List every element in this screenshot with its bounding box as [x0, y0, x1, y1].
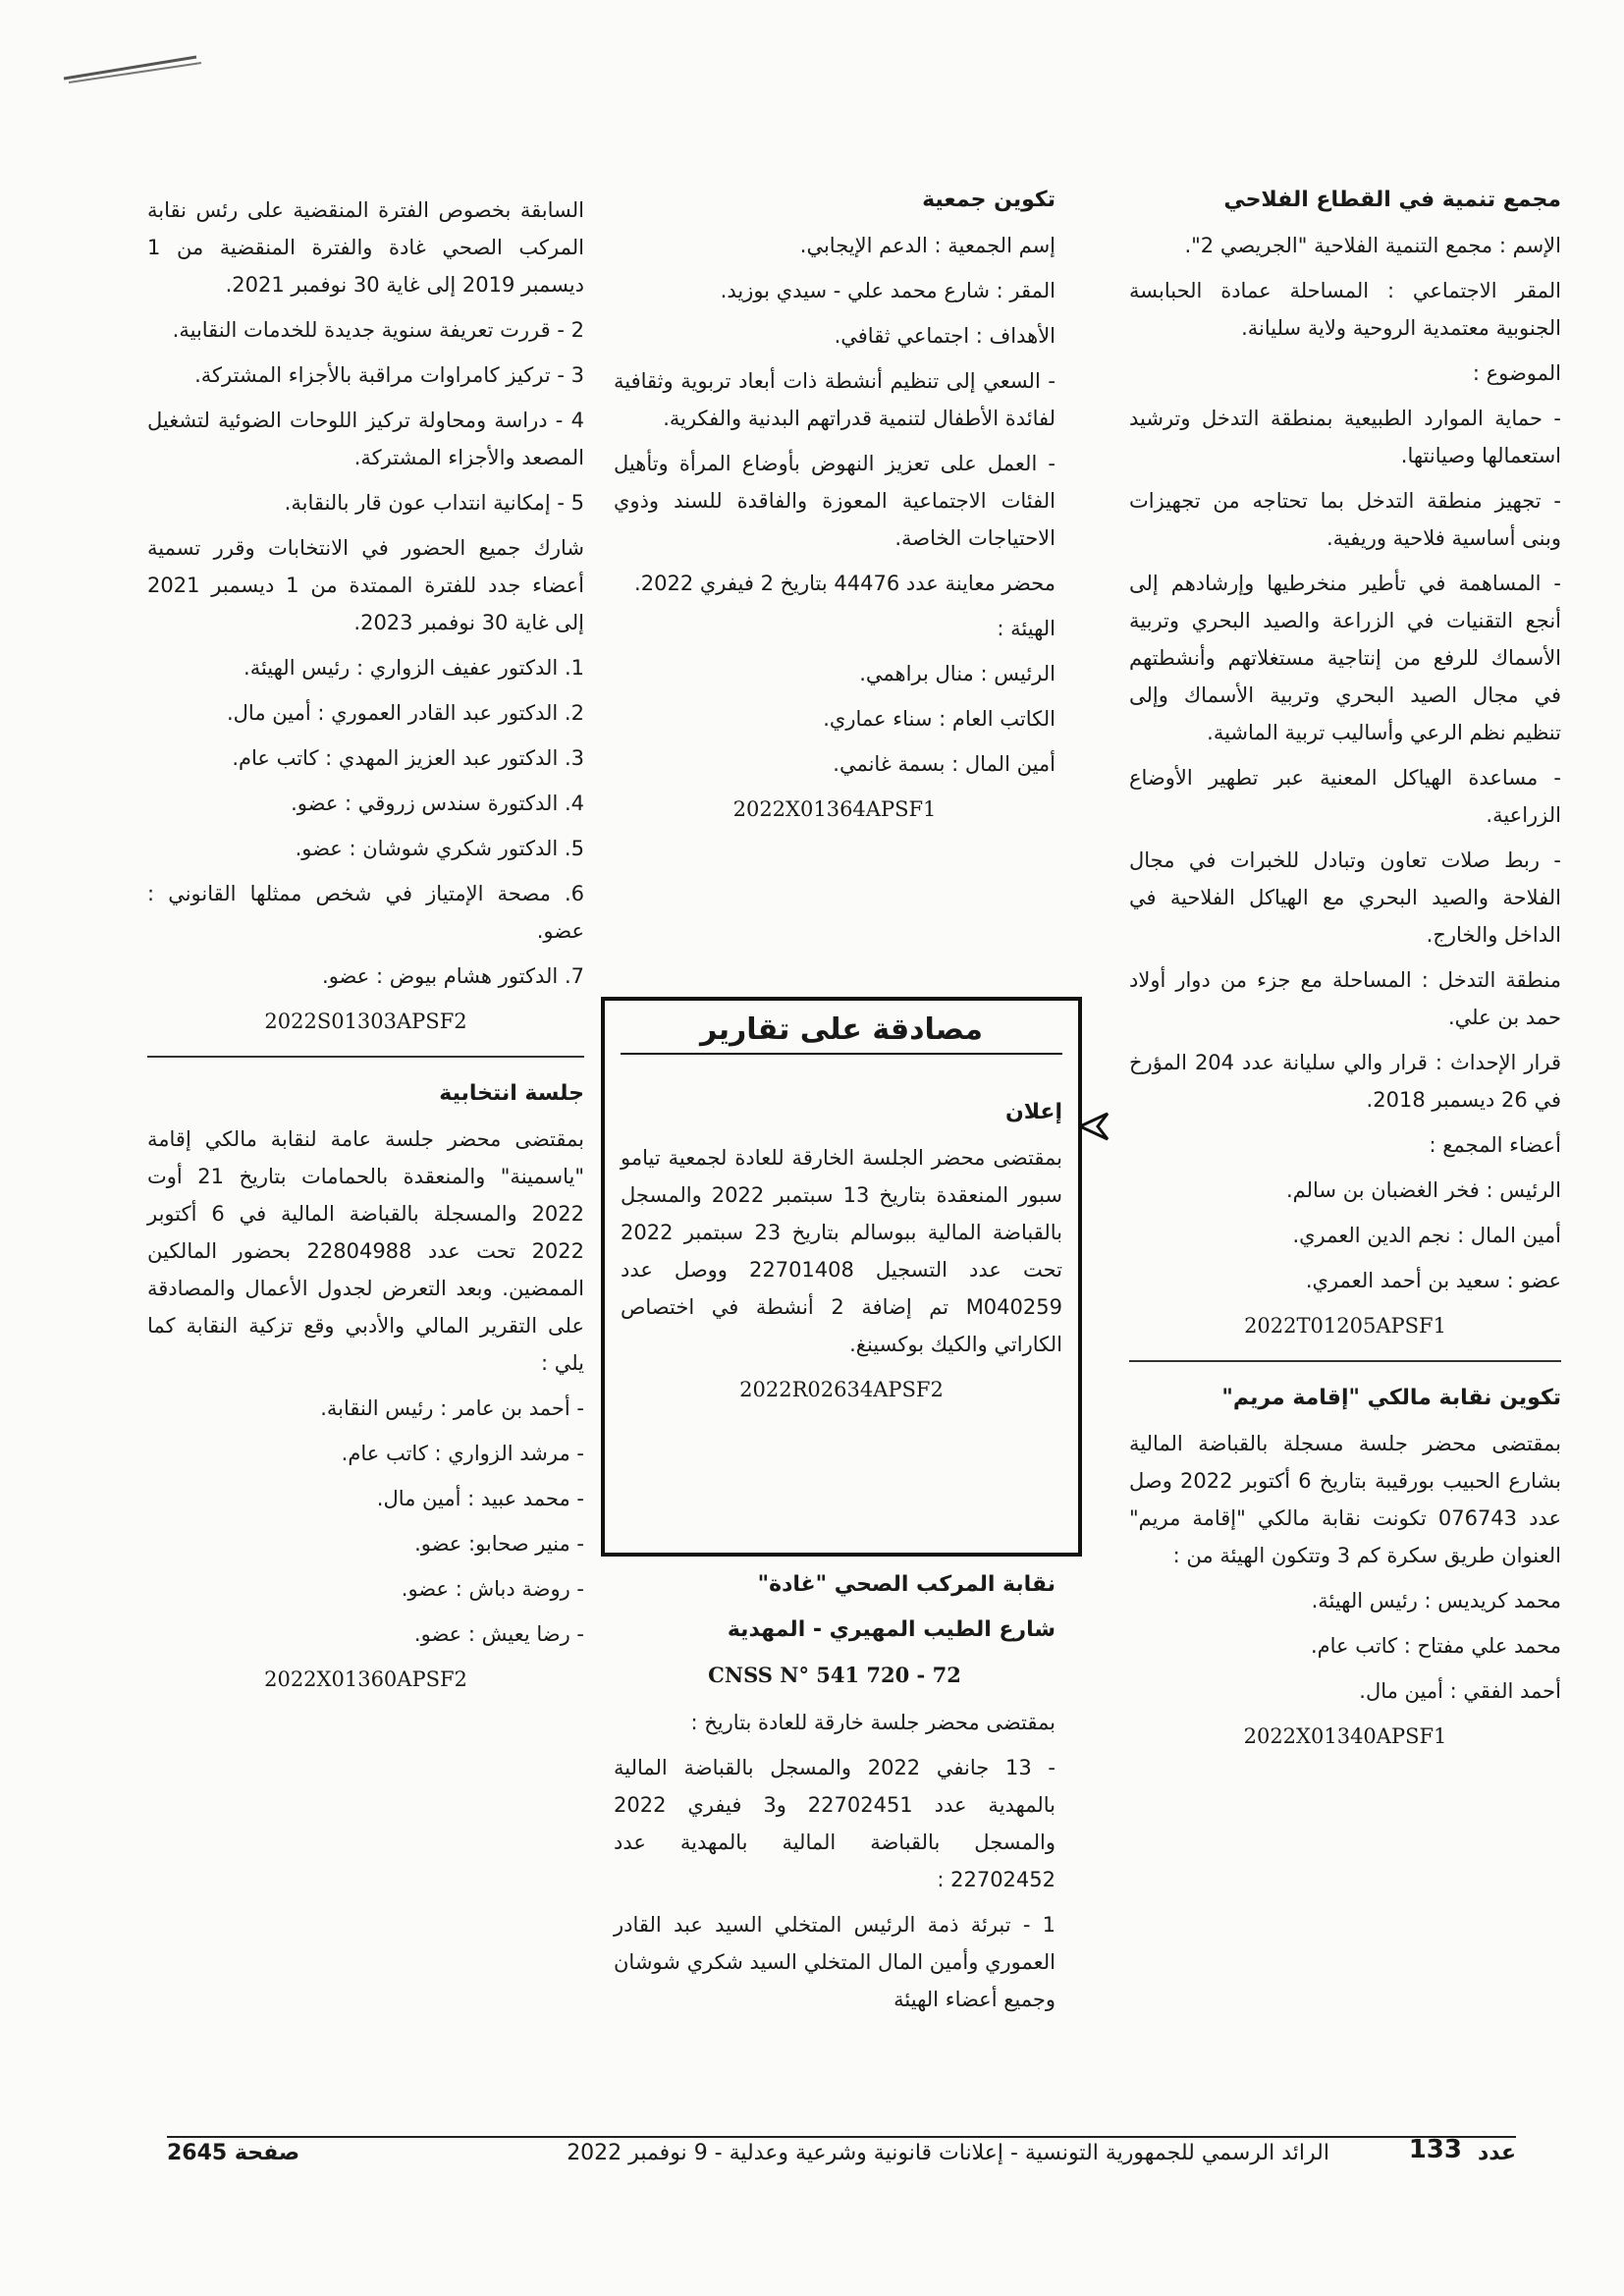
list-item: 5. الدكتور شكري شوشان : عضو. — [295, 837, 584, 860]
paragraph: الرئيس : منال براهمي. — [859, 662, 1056, 685]
paragraph: المقر : شارع محمد علي - سيدي بوزيد. — [720, 279, 1056, 302]
list-item: 3. الدكتور عبد العزيز المهدي : كاتب عام. — [232, 746, 584, 770]
paragraph: الرئيس : فخر الغضبان بن سالم. — [1285, 1178, 1561, 1202]
list-item: 4. الدكتورة سندس زروقي : عضو. — [291, 792, 584, 815]
paragraph: بمقتضى محضر جلسة خارقة للعادة بتاريخ : — [690, 1711, 1056, 1734]
paragraph: - مساعدة الهياكل المعنية عبر تطهير الأوضاع الزراعية. — [1129, 766, 1561, 827]
list-item: - مرشد الزواري : كاتب عام. — [341, 1442, 584, 1465]
section-title: تكوين جمعية — [922, 188, 1056, 212]
paragraph: المقر الاجتماعي : المساحلة عمادة الحبابسة الجنوبية معتمدية الروحية ولاية سليانة. — [1129, 279, 1561, 340]
paragraph: - ربط صلات تعاون وتبادل للخبرات في مجال الفلاحة والصيد البحري مع الهياكل الفلاحية في الداخل والخارج. — [1129, 848, 1561, 947]
paragraph: - تجهيز منطقة التدخل بما تحتاجه من تجهيزات وبنى أساسية فلاحية وريفية. — [1129, 489, 1561, 550]
page-number: صفحة 2645 — [167, 2141, 300, 2165]
paragraph: - حماية الموارد الطبيعية بمنطقة التدخل وترشيد استعمالها وصيانتها. — [1129, 407, 1561, 467]
announcement-title: إعلان — [1004, 1100, 1062, 1124]
list-item: - منير صحابو: عضو. — [414, 1532, 584, 1556]
column-middle-lower — [614, 1566, 1056, 2026]
issue-label: عدد — [1477, 2141, 1516, 2165]
section-title: جلسة انتخابية — [439, 1081, 584, 1106]
paragraph: بمقتضى محضر جلسة عامة لنقابة مالكي إقامة "ياسمينة" والمنعقدة بالحمامات بتاريخ 21 أوت 2022 والمسجلة بالقباضة المالية في 6 أكتوبر 2022 تحت عدد 22804988 بحضور المالكين الممضين. وبعد التعرض لجدول الأعمال والمصادقة على التقرير المالي والأدبي وقع تزكية النقابة كما يلي : — [147, 1127, 585, 1375]
list-item: 6. مصحة الإمتياز في شخص ممثلها القانوني : عضو. — [147, 882, 584, 943]
divider — [1129, 1360, 1561, 1362]
page-footer — [167, 2135, 1516, 2200]
paragraph: السابقة بخصوص الفترة المنقضية على رئس نقابة المركب الصحي غادة والفترة المنقضية من 1 ديسمبر 2019 إلى غاية 30 نوفمبر 2021. — [147, 198, 584, 297]
column-left — [147, 191, 584, 1708]
reference-code: 2022R02634APSF2 — [739, 1378, 944, 1401]
column-right — [1129, 182, 1561, 1765]
paragraph: - العمل على تعزيز النهوض بأوضاع المرأة وتأهيل الفئات الاجتماعية المعوزة والفاقدة للسند وذوي الاحتياجات الخاصة. — [614, 452, 1056, 550]
paragraph: أعضاء المجمع : — [1429, 1133, 1561, 1157]
cnss-number: CNSS N° 541 720 - 72 — [708, 1663, 961, 1687]
paragraph: قرار الإحداث : قرار والي سليانة عدد 204 المؤرخ في 26 ديسمبر 2018. — [1129, 1051, 1561, 1112]
paragraph: محضر معاينة عدد 44476 بتاريخ 2 فيفري 2022. — [634, 572, 1056, 595]
paragraph: عضو : سعيد بن أحمد العمري. — [1305, 1269, 1561, 1292]
list-item: - محمد عبيد : أمين مال. — [376, 1487, 584, 1510]
paragraph: بمقتضى محضر جلسة مسجلة بالقباضة المالية بشارع الحبيب بورقيبة بتاريخ 6 أكتوبر 2022 وصل عدد 076743 تكونت نقابة مالكي "إقامة مريم" العنوان طريق سكرة كم 3 وتتكون الهيئة من : — [1129, 1432, 1561, 1567]
issue-number: 133 — [1408, 2135, 1462, 2164]
column-middle — [614, 182, 1056, 838]
paragraph: الهيئة : — [997, 617, 1056, 640]
footer-rule — [167, 2136, 1516, 2138]
reference-code: 2022X01360APSF2 — [264, 1667, 467, 1691]
list-item: 7. الدكتور هشام بيوض : عضو. — [322, 964, 584, 988]
section-title: تكوين نقابة مالكي "إقامة مريم" — [1221, 1386, 1561, 1410]
list-item: - روضة دباش : عضو. — [401, 1577, 584, 1601]
paragraph: - 13 جانفي 2022 والمسجل بالقباضة المالية بالمهدية عدد 22702451 و3 فيفري 2022 والمسجل بالقباضة المالية بالمهدية عدد 22702452 : — [614, 1756, 1056, 1891]
paragraph: الموضوع : — [1472, 361, 1561, 385]
paragraph: بمقتضى محضر الجلسة الخارقة للعادة لجمعية تيامو سبور المنعقدة بتاريخ 13 سبتمبر 2022 والمسجل بالقباضة المالية ببوسالم بتاريخ 23 سبتمبر 2022 تحت عدد التسجيل 22701408 ووصل عدد M040259 تم إضافة 2 أنشطة في اختصاص الكاراتي والكيك بوكسينغ. — [621, 1146, 1063, 1356]
journal-title: الرائد الرسمي للجمهورية التونسية - إعلانات قانونية وشرعية وعدلية - 9 نوفمبر 2022 — [567, 2141, 1329, 2165]
list-item: 2. الدكتور عبد القادر العموري : أمين مال. — [227, 701, 584, 725]
paragraph: الكاتب العام : سناء عماري. — [823, 707, 1056, 731]
paragraph: أمين المال : بسمة غانمي. — [833, 752, 1056, 776]
paragraph: محمد كريديس : رئيس الهيئة. — [1311, 1589, 1561, 1613]
paragraph: 5 - إمكانية انتداب عون قار بالنقابة. — [284, 491, 584, 515]
paragraph: أحمد الفقي : أمين مال. — [1359, 1679, 1561, 1703]
paragraph: محمد علي مفتاح : كاتب عام. — [1310, 1634, 1561, 1658]
staple-mark — [59, 49, 206, 88]
reference-code: 2022S01303APSF2 — [264, 1010, 467, 1033]
reference-code: 2022X01364APSF1 — [732, 797, 937, 821]
paragraph: - السعي إلى تنظيم أنشطة ذات أبعاد تربوية وثقافية لفائدة الأطفال لتنمية قدراتهم البدنية والفكرية. — [614, 369, 1056, 430]
pointer-icon — [1078, 1110, 1111, 1143]
paragraph: الإسم : مجمع التنمية الفلاحية "الجريصي 2". — [1184, 234, 1561, 257]
paragraph: 2 - قررت تعريفة سنوية جديدة للخدمات النقابية. — [172, 318, 584, 342]
list-item: - أحمد بن عامر : رئيس النقابة. — [320, 1396, 584, 1420]
paragraph: إسم الجمعية : الدعم الإيجابي. — [799, 234, 1056, 257]
paragraph: 4 - دراسة ومحاولة تركيز اللوحات الضوئية لتشغيل المصعد والأجزاء المشتركة. — [147, 409, 584, 469]
list-item: - رضا يعيش : عضو. — [413, 1622, 584, 1646]
paragraph: 3 - تركيز كامراوات مراقبة بالأجزاء المشتركة. — [194, 363, 584, 387]
announcement-box — [601, 997, 1082, 1557]
list-item: 1. الدكتور عفيف الزواري : رئيس الهيئة. — [244, 656, 584, 680]
paragraph: 1 - تبرئة ذمة الرئيس المتخلي السيد عبد القادر العموري وأمين المال المتخلي السيد شكري شوشان وجميع أعضاء الهيئة — [614, 1913, 1056, 2011]
section-subtitle: شارع الطيب المهيري - المهدية — [727, 1617, 1056, 1642]
paragraph: - المساهمة في تأطير منخرطيها وإرشادهم إلى أنجع التقنيات في الزراعة والصيد البحري وتربية الأسماك للرفع من إنتاجية مستغلاتهم وأنشطتهم في مجال الصيد البحري وتربية الأسماك وإلى تنظيم نظم الرعي وأساليب تربية الماشية. — [1129, 572, 1561, 744]
paragraph: الأهداف : اجتماعي ثقافي. — [834, 324, 1056, 348]
section-title: مجمع تنمية في القطاع الفلاحي — [1223, 188, 1561, 212]
paragraph: شارك جميع الحضور في الانتخابات وقرر تسمية أعضاء جدد للفترة الممتدة من 1 ديسمبر 2021 إلى غاية 30 نوفمبر 2023. — [147, 536, 584, 634]
banner-title: مصادقة على تقارير — [621, 1012, 1062, 1055]
paragraph: منطقة التدخل : المساحلة مع جزء من دوار أولاد حمد بن علي. — [1129, 968, 1561, 1029]
reference-code: 2022T01205APSF1 — [1244, 1314, 1446, 1338]
announcement-body — [621, 1094, 1062, 1408]
section-title: نقابة المركب الصحي "غادة" — [757, 1572, 1056, 1597]
reference-code: 2022X01340APSF1 — [1243, 1724, 1447, 1748]
divider — [147, 1056, 584, 1058]
paragraph: أمين المال : نجم الدين العمري. — [1292, 1224, 1561, 1247]
